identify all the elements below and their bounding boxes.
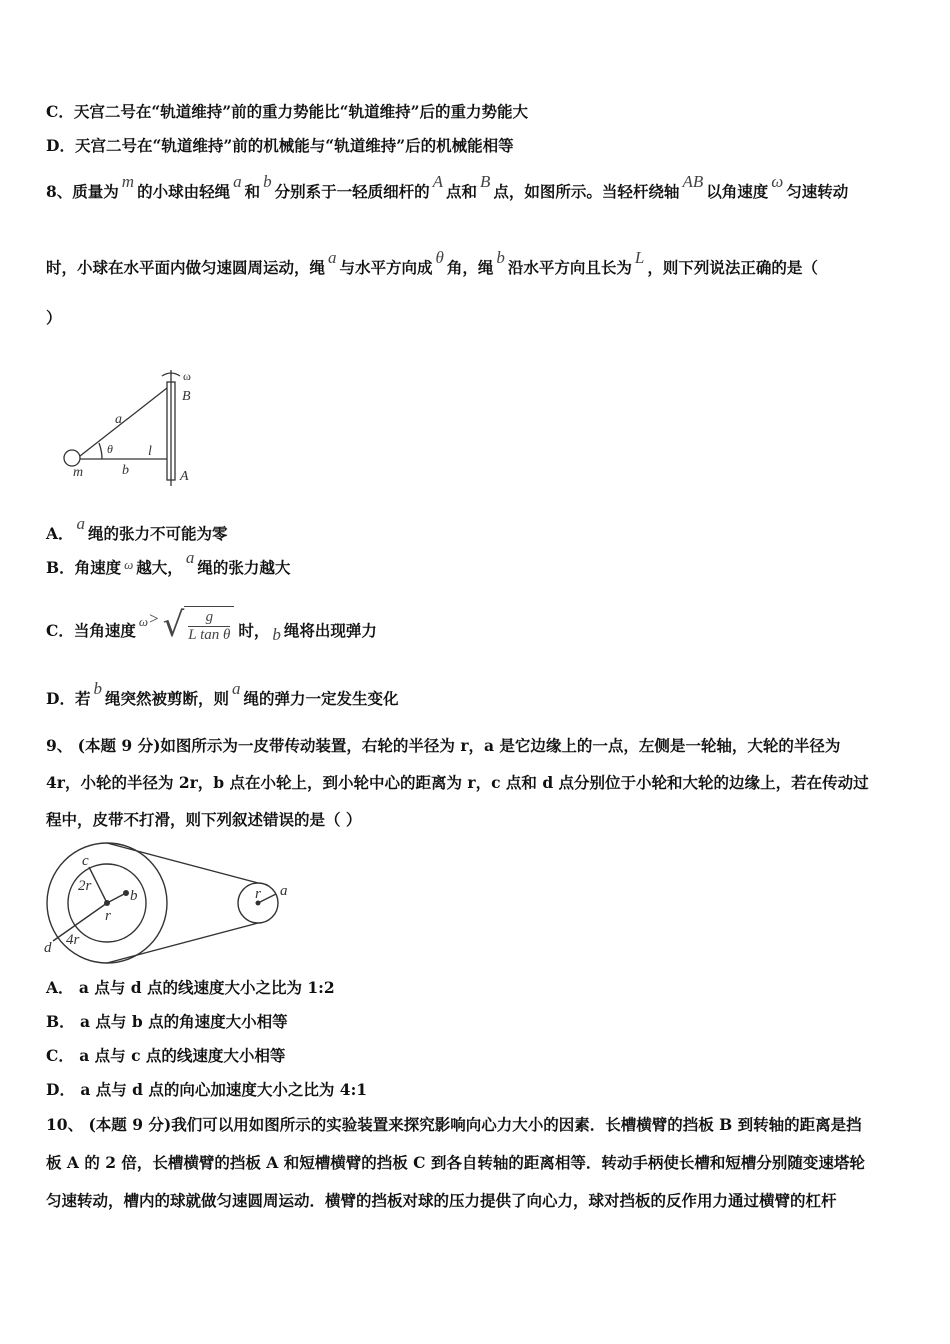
q8-option-c: C．当角速度 $^\omega$> √ g L tan θ 时， b 绳将出现弹力 (46, 605, 377, 645)
q8-fig-omega-label: ω (183, 369, 191, 383)
q8-option-c-sqrt: √ g L tan θ (163, 606, 235, 644)
q8-rod-figure (55, 368, 215, 488)
q9-stem-line1: 9、 (本题 9 分)如图所示为一皮带传动装置，右轮的半径为 r，a 是它边缘上的一点，左侧是一轮轴，大轮的半径为 (46, 736, 841, 755)
q8-fig-b-label: b (122, 463, 129, 478)
q9-option-c: C． a 点与 c 点的线速度大小相等 (46, 1046, 286, 1065)
q9-fig-d-label: d (44, 940, 52, 956)
q9-fig-c-label: c (82, 853, 89, 869)
q8-stem-line2: 时，小球在水平面内做匀速圆周运动，绳a与水平方向成θ角，绳b沿水平方向且长为L，则下列说法正确的是（ (46, 248, 818, 277)
q8-fig-m-label: m (73, 465, 84, 480)
q8-fig-theta-label: θ (107, 442, 113, 456)
q8-stem-line1: 8、质量为m的小球由轻绳a和b分别系于一轻质细杆的A点和B点，如图所示。当轻杆绕轴AB以角速度ω匀速转动 (46, 172, 849, 201)
q8-stem-line3: ） (46, 308, 62, 327)
q9-fig-a-label: a (280, 883, 288, 899)
q9-fig-2r-label: 2r (78, 878, 92, 894)
q9-fig-b-label: b (130, 888, 138, 904)
q9-stem-line3: 程中，皮带不打滑，则下列叙述错误的是（ ） (46, 810, 362, 829)
q9-belt-figure (40, 840, 300, 964)
q9-option-a: A． a 点与 d 点的线速度大小之比为 1:2 (46, 978, 335, 997)
q8-option-d: D．若b绳突然被剪断，则a绳的弹力一定发生变化 (46, 679, 399, 708)
q9-fig-4r-label: 4r (66, 932, 80, 948)
q10-stem-line2: 板 A 的 2 倍，长槽横臂的挡板 A 和短槽横臂的挡板 C 到各自转轴的距离相等．转动手柄使长槽和短槽分别随变速塔轮 (46, 1153, 865, 1172)
q7-option-d: D．天宫二号在“轨道维持”前的机械能与“轨道维持”后的机械能相等 (46, 136, 514, 155)
q8-option-b: B．角速度 $^\omega$ 越大，a绳的张力越大 (46, 548, 291, 577)
q8-fig-B-label: B (182, 389, 191, 404)
q8-fig-A-label: A (180, 469, 189, 484)
q8-fig-a-label: a (115, 412, 122, 427)
q9-stem-line2: 4r，小轮的半径为 2r，b 点在小轮上，到小轮中心的距离为 r，c 点和 d 点分别位于小轮和大轮的边缘上，若在传动过 (46, 773, 869, 792)
q7-option-c: C．天宫二号在“轨道维持”前的重力势能比“轨道维持”后的重力势能大 (46, 102, 529, 121)
q9-fig-r-right-label: r (255, 886, 261, 902)
q8-option-a: A．a绳的张力不可能为零 (46, 514, 228, 543)
q9-option-b: B． a 点与 b 点的角速度大小相等 (46, 1012, 288, 1031)
q9-option-d: D． a 点与 d 点的向心加速度大小之比为 4:1 (46, 1080, 368, 1099)
q9-fig-r-center-label: r (105, 908, 111, 924)
q10-stem-line1: 10、 (本题 9 分)我们可以用如图所示的实验装置来探究影响向心力大小的因素．长槽横臂的挡板 B 到转轴的距离是挡 (46, 1115, 862, 1134)
q10-stem-line3: 匀速转动，槽内的球就做匀速圆周运动．横臂的挡板对球的压力提供了向心力，球对挡板的反作用力通过横臂的杠杆 (46, 1191, 837, 1210)
q8-fig-l-label: l (148, 444, 152, 459)
